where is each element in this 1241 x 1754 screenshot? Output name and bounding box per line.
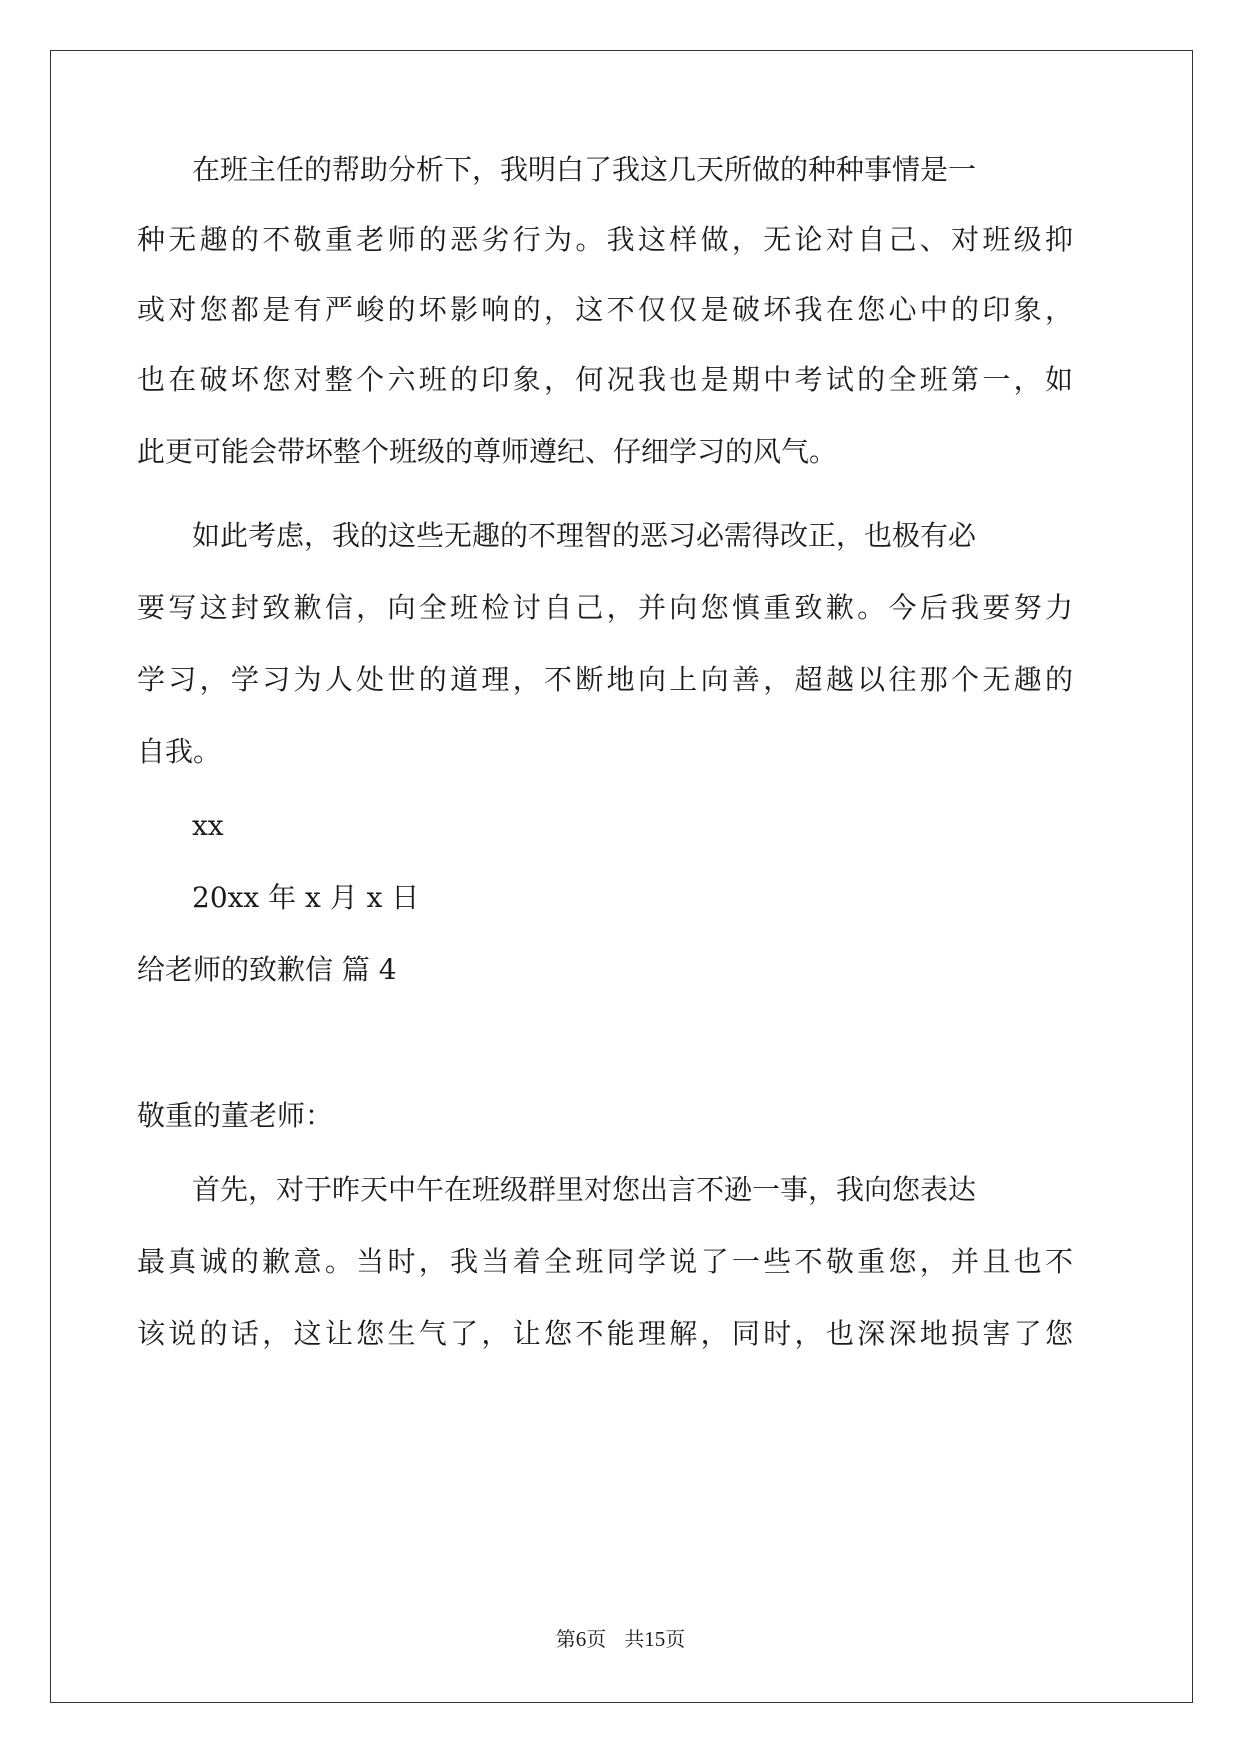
total-suffix: 页 (665, 1627, 686, 1651)
paragraph-3-line-2: 最真诚的歉意。当时，我当着全班同学说了一些不敬重您，并且也不 (137, 1245, 1073, 1278)
paragraph-1-line-5: 此更可能会带坏整个班级的尊师遵纪、仔细学习的风气。 (137, 435, 838, 468)
date: 20xx 年 x 月 x 日 (192, 881, 420, 914)
paragraph-2-line-1: 如此考虑，我的这些无趣的不理智的恶习必需得改正，也极有必 (192, 519, 977, 552)
page-footer (0, 1626, 1241, 1652)
paragraph-1-line-4: 也在破坏您对整个六班的印象，何况我也是期中考试的全班第一，如 (137, 363, 1073, 396)
paragraph-2-line-3: 学习，学习为人处世的道理，不断地向上向善，超越以往那个无趣的 (137, 663, 1073, 696)
paragraph-2-line-2: 要写这封致歉信，向全班检讨自己，并向您慎重致歉。今后我要努力 (137, 591, 1073, 624)
total-prefix: 共 (624, 1627, 645, 1651)
salutation: 敬重的董老师： (137, 1099, 334, 1132)
signature: xx (192, 809, 224, 842)
paragraph-1-line-3: 或对您都是有严峻的坏影响的，这不仅仅是破坏我在您心中的印象， (137, 293, 1073, 326)
paragraph-1-line-1: 在班主任的帮助分析下，我明白了我这几天所做的种种事情是一 (192, 153, 977, 186)
total-pages: 15 (644, 1627, 666, 1651)
page-number: 6 (575, 1627, 587, 1651)
paragraph-1-line-2: 种无趣的不敬重老师的恶劣行为。我这样做，无论对自己、对班级抑 (137, 223, 1073, 256)
paragraph-3-line-3: 该说的话，这让您生气了，让您不能理解，同时，也深深地损害了您 (137, 1317, 1073, 1350)
page-suffix: 页 (586, 1627, 607, 1651)
page-prefix: 第 (555, 1627, 576, 1651)
paragraph-2-line-4: 自我。 (137, 735, 222, 768)
paragraph-3-line-1: 首先，对于昨天中午在班级群里对您出言不逊一事，我向您表达 (192, 1173, 977, 1206)
section-title: 给老师的致歉信 篇 4 (137, 953, 397, 986)
